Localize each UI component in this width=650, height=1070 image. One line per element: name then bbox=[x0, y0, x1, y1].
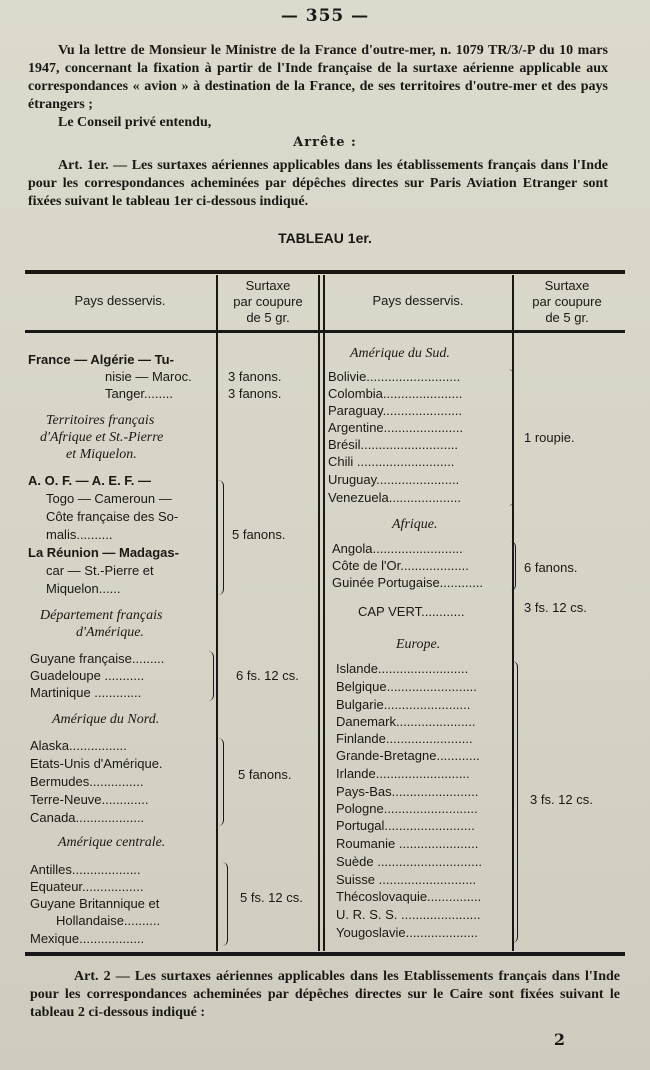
header-surtaxe-line2: par coupure bbox=[532, 294, 602, 309]
country-terre-neuve: Terre-Neuve............. bbox=[30, 792, 149, 807]
article-1: Art. 1er. — Les surtaxes aériennes applicables dans les établissements français dans l'Inde pour les correspondances acheminées par dépêches directes sur Paris Aviation Etranger sont fixées suivant le tableau 1er ci-dessous indiqué. bbox=[28, 158, 608, 209]
country-guinee: Guinée Portugaise............ bbox=[332, 575, 484, 590]
country-roumanie: Roumanie ...................... bbox=[336, 836, 479, 851]
country-cote-or: Côte de l'Or................... bbox=[332, 558, 469, 573]
country-france-cont: nisie — Maroc. bbox=[105, 369, 192, 384]
section-territoires-2: d'Afrique et St.-Pierre bbox=[40, 430, 164, 445]
country-france: France — Algérie — Tu- bbox=[28, 352, 174, 367]
brace-europe bbox=[512, 661, 518, 943]
col-divider-1 bbox=[216, 275, 218, 951]
section-territoires: Territoires français bbox=[46, 413, 155, 428]
country-colombia: Colombia...................... bbox=[328, 386, 463, 401]
header-pays-right: Pays desservis. bbox=[372, 293, 464, 308]
section-departement-2: d'Amérique. bbox=[76, 625, 144, 640]
intro-vu: Vu la lettre de Monsieur le Ministre de la France d'outre-mer, n. 1079 TR/3/-P du 10 mars 1947, concernant la fixation à partir de l'Inde française de la surtaxe aérienne applicable aux correspondances « avion » à destination de la France, de ses territoires d'outre-mer et des pays étrangers ; bbox=[28, 43, 608, 112]
country-belgique: Belgique......................... bbox=[336, 679, 477, 694]
country-finlande: Finlande........................ bbox=[336, 731, 473, 746]
section-europe: Europe. bbox=[396, 637, 441, 652]
header-pays-left: Pays desservis. bbox=[74, 293, 166, 308]
country-togo: Togo — Cameroun — bbox=[46, 491, 172, 506]
table-bottom-rule bbox=[25, 952, 625, 956]
rate-cap-vert: 3 fs. 12 cs. bbox=[524, 600, 587, 615]
section-sud: Amérique du Sud. bbox=[350, 346, 450, 361]
rate-nord: 5 fanons. bbox=[238, 767, 292, 782]
rate-europe: 3 fs. 12 cs. bbox=[530, 792, 593, 807]
country-pays-bas: Pays-Bas........................ bbox=[336, 784, 479, 799]
rate-afrique: 6 fanons. bbox=[524, 560, 578, 575]
country-tanger: Tanger........ bbox=[105, 386, 173, 401]
country-guyane: Guyane française......... bbox=[30, 651, 165, 666]
arrete-heading: Arrête : bbox=[293, 135, 357, 150]
country-pologne: Pologne.......................... bbox=[336, 801, 478, 816]
header-surtaxe-line1: Surtaxe bbox=[544, 278, 590, 293]
country-bermudes: Bermudes............... bbox=[30, 774, 144, 789]
rate-tanger: 3 fanons. bbox=[228, 386, 282, 401]
table-title: TABLEAU 1er. bbox=[278, 230, 372, 246]
country-urss: U. R. S. S. ...................... bbox=[336, 907, 481, 922]
country-suisse: Suisse ........................... bbox=[336, 872, 477, 887]
country-bulgarie: Bulgarie........................ bbox=[336, 697, 471, 712]
country-islande: Islande......................... bbox=[336, 661, 469, 676]
country-antilles: Antilles................... bbox=[30, 862, 141, 877]
country-guyane-brit: Guyane Britannique et bbox=[30, 896, 160, 911]
brace-centrale bbox=[222, 862, 228, 946]
table-top-rule bbox=[25, 270, 625, 274]
section-nord: Amérique du Nord. bbox=[52, 712, 160, 727]
country-grande-bretagne: Grande-Bretagne............ bbox=[336, 748, 480, 763]
country-reunion: La Réunion — Madagas- bbox=[28, 545, 179, 560]
country-irlande: Irlande.......................... bbox=[336, 766, 470, 781]
country-angola: Angola......................... bbox=[332, 541, 463, 556]
rate-centrale: 5 fs. 12 cs. bbox=[240, 890, 303, 905]
brace-sud bbox=[508, 369, 514, 506]
page-number: — 355 — bbox=[280, 6, 370, 26]
header-surtaxe-line3: de 5 gr. bbox=[545, 310, 589, 325]
country-bolivie: Bolivie.......................... bbox=[328, 369, 461, 384]
country-miquelon: Miquelon...... bbox=[46, 581, 121, 596]
country-etats-unis: Etats-Unis d'Amérique. bbox=[30, 756, 163, 771]
brace-afrique bbox=[510, 541, 516, 591]
country-somalis: malis.......... bbox=[46, 527, 113, 542]
footer-number: 2 bbox=[553, 1030, 565, 1049]
country-chili: Chili ........................... bbox=[328, 454, 455, 469]
rate-france: 3 fanons. bbox=[228, 369, 282, 384]
country-hollandaise: Hollandaise.......... bbox=[56, 913, 161, 928]
header-surtaxe-line3: de 5 gr. bbox=[246, 310, 290, 325]
country-cap-vert: CAP VERT............ bbox=[358, 604, 465, 619]
section-departement: Département français bbox=[40, 608, 163, 623]
col-divider-2b bbox=[323, 275, 325, 951]
country-uruguay: Uruguay....................... bbox=[328, 472, 460, 487]
country-equateur: Equateur................. bbox=[30, 879, 144, 894]
rate-territoires: 5 fanons. bbox=[232, 527, 286, 542]
section-afrique: Afrique. bbox=[392, 517, 438, 532]
col-divider-2 bbox=[318, 275, 320, 951]
brace-territoires bbox=[218, 480, 224, 595]
brace-nord bbox=[218, 738, 224, 826]
article-2: Art. 2 — Les surtaxes aériennes applicables dans les Etablissements français dans l'Inde pour les correspondances acheminées par dépêches directes sur le Caire sont fixées suivant le tableau 2 ci-dessous indiqué : bbox=[30, 969, 620, 1020]
country-aof: A. O. F. — A. E. F. — bbox=[28, 473, 152, 488]
section-territoires-3: et Miquelon. bbox=[66, 447, 137, 462]
country-argentine: Argentine...................... bbox=[328, 420, 464, 435]
country-suede: Suède ............................. bbox=[336, 854, 482, 869]
section-centrale: Amérique centrale. bbox=[58, 835, 166, 850]
country-canada: Canada................... bbox=[30, 810, 145, 825]
brace-departement bbox=[208, 651, 214, 701]
rate-departement: 6 fs. 12 cs. bbox=[236, 668, 299, 683]
header-surtaxe-line2: par coupure bbox=[233, 294, 303, 309]
header-surtaxe-line1: Surtaxe bbox=[245, 278, 291, 293]
header-surtaxe-left bbox=[218, 278, 318, 326]
country-alaska: Alaska................ bbox=[30, 738, 127, 753]
intro-conseil: Le Conseil privé entendu, bbox=[58, 115, 212, 130]
rate-sud: 1 roupie. bbox=[524, 430, 575, 445]
country-danemark: Danemark...................... bbox=[336, 714, 476, 729]
country-tchecoslovaquie: Thécoslovaquie............... bbox=[336, 889, 482, 904]
country-cote-somalis: Côte française des So- bbox=[46, 509, 179, 524]
country-venezuela: Venezuela.................... bbox=[328, 490, 461, 505]
country-madagascar: car — St.-Pierre et bbox=[46, 563, 154, 578]
country-martinique: Martinique ............. bbox=[30, 685, 142, 700]
header-surtaxe-right bbox=[514, 278, 620, 326]
country-portugal: Portugal......................... bbox=[336, 818, 475, 833]
country-guadeloupe: Guadeloupe ........... bbox=[30, 668, 145, 683]
country-yougoslavie: Yougoslavie.................... bbox=[336, 925, 478, 940]
country-paraguay: Paraguay...................... bbox=[328, 403, 463, 418]
country-mexique: Mexique.................. bbox=[30, 931, 145, 946]
table-header-rule bbox=[25, 330, 625, 333]
country-bresil: Brésil........................... bbox=[328, 437, 459, 452]
